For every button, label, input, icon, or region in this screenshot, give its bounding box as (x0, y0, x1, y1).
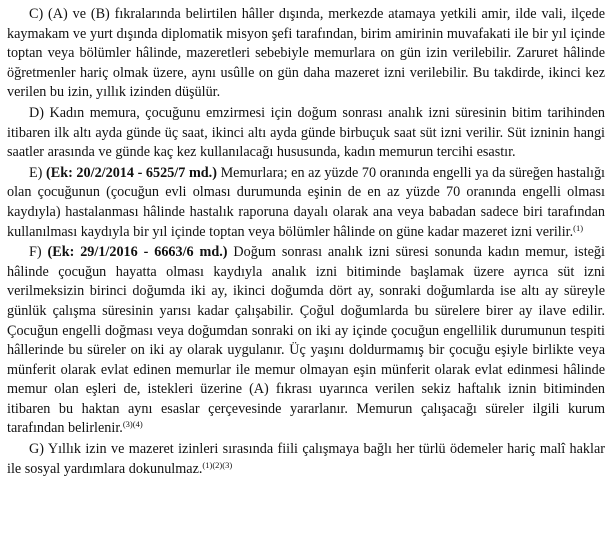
paragraph-c-text: C) (A) ve (B) fıkralarında belirtilen hâller dışında, merkezde atamaya yetkili amir, ilde vali, ilçede kaymakam ve yurt dışında diplomatik misyon şefi tarafından, birim amirinin muvafakati ile bir yıl içinde toptan veya bölümler hâlinde, mazeretleri sebebiyle memurlara on gün izin verilebilir. Zaruret hâlinde öğretmenler hariç olmak üzere, aynı usûlle on gün daha mazeret izni verilebilir. Bu takdirde, ikinci kez verilen bu izin, yıllık izinden düşülür. (7, 6, 605, 101)
paragraph-e (7, 164, 605, 242)
paragraph-e-prefix: E) (29, 164, 47, 181)
paragraph-d (7, 104, 605, 163)
footnote-ref: (3)(4) (122, 419, 143, 430)
paragraph-e-text: Memurlara; en az yüzde 70 oranında engelli ya da süreğen hastalığı olan çocuğunun (çocuğun evli olması durumunda eşinin de en az yüzde 70 oranında engelli olması kaydıyla) hastalanması hâlinde hastalık raporuna dayalı olarak ana veya babadan sadece biri tarafından kullanılması kaydıyla bir yıl içinde toptan veya bölümler hâlinde on güne kadar mazeret izni verilir. (7, 164, 605, 240)
paragraph-f-prefix: F) (29, 244, 48, 261)
paragraph-c (7, 5, 605, 103)
footnote-ref: (1)(2)(3) (202, 459, 233, 470)
footnote-ref: (1) (573, 222, 584, 233)
paragraph-g (7, 440, 605, 479)
paragraph-f-text: Doğum sonrası analık izni süresi sonunda kadın memur, isteği hâlinde çocuğun hayatta olması kaydıyla analık izni bitiminde başlamak üzere ayrıca süt izni verilmeksizin birinci doğumda iki ay, ikinci doğumda dört ay, sonraki doğumlarda ise altı ay süreyle günlük çalışma süresinin yarısı kadar çalışabilir. Çoğul doğumlarda bu sürelere birer ay ilave edilir. Çocuğun engelli doğması veya doğumdan sonraki on iki ay içinde çocuğun engellilik durumunun tespiti hâllerinde bu süreler on iki ay olarak uygulanır. Üç yaşını doldurmamış bir çocuğu eşiyle birlikte veya münferit olarak evlat edinen memurlar ile memur olmayan eşin münferit olarak evlat edinmesi hâlinde memur olan eşleri de, istekleri üzerine (A) fıkrası uyarınca verilen sekiz haftalık iznin bitiminden itibaren bu haktan aynı esaslar çerçevesinde yararlanır. Memurun çalışacağı süreler ilgili kurum tarafından belirlenir. (7, 244, 605, 437)
paragraph-f-amendment: (Ek: 29/1/2016 - 6663/6 md.) (47, 244, 228, 261)
paragraph-d-text: D) Kadın memura, çocuğunu emzirmesi için doğum sonrası analık izni süresinin bitim tarihinden itibaren ilk altı ayda günde üç saat, ikinci altı ayda günde birbuçuk saat süt izni verilir. Süt izninin hangi saatler arasında ve günde kaç kez kullanılacağı hususunda, kadın memurun tercihi esastır. (7, 104, 605, 161)
paragraph-e-amendment: (Ek: 20/2/2014 - 6525/7 md.) (46, 164, 217, 181)
paragraph-f (7, 243, 605, 439)
paragraph-g-text: G) Yıllık izin ve mazeret izinleri sırasında fiili çalışmaya bağlı her türlü ödemeler hariç malî haklar ile sosyal yardımlara dokunulmaz. (7, 441, 605, 477)
